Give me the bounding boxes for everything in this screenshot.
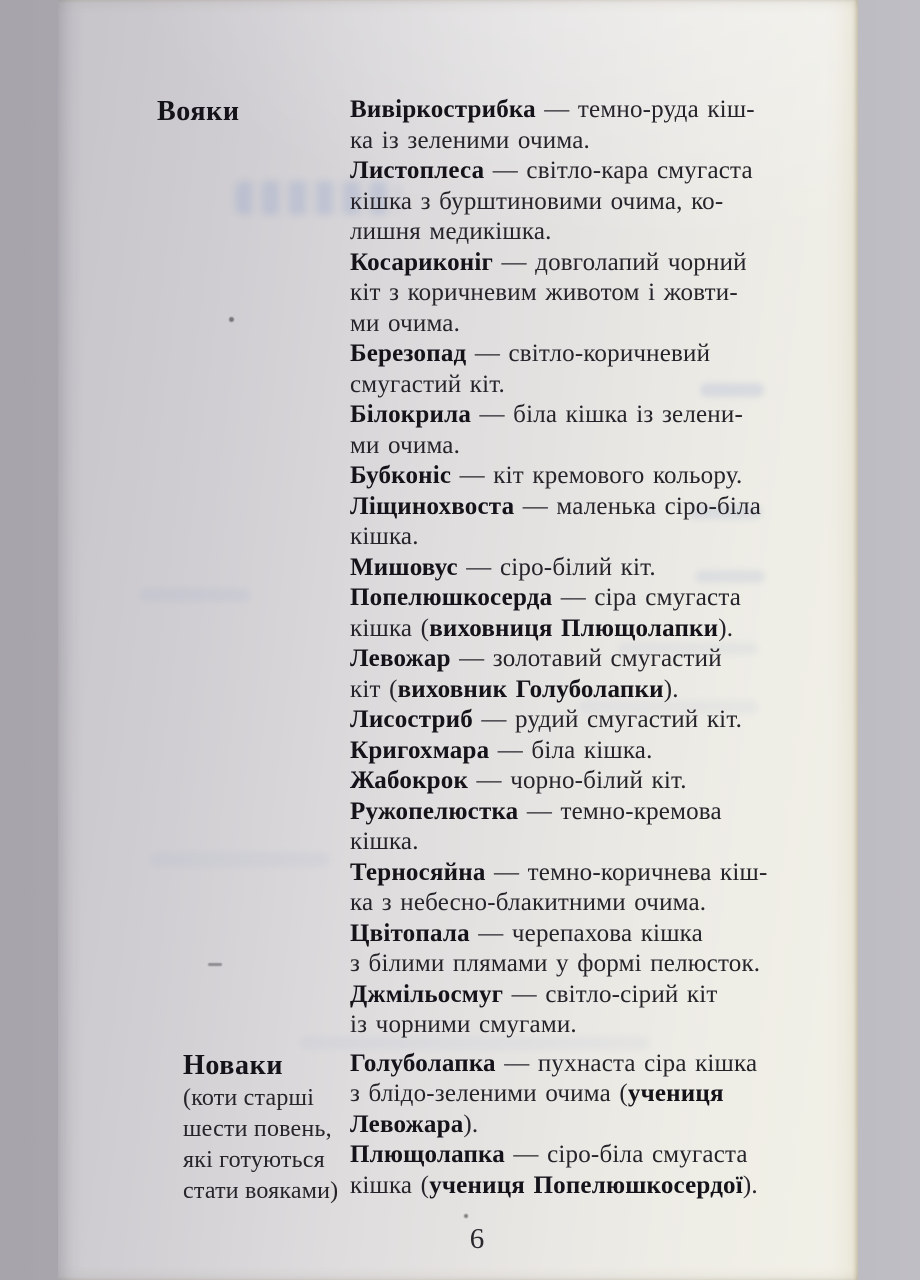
section-heading: Новаки xyxy=(183,1049,284,1081)
entry-line xyxy=(350,156,828,187)
entry-bold-text: Білокрила xyxy=(350,401,472,428)
entry-line xyxy=(350,1140,828,1171)
entry-line xyxy=(350,1079,828,1110)
section-novices-label-column xyxy=(58,1049,350,1207)
entry-bold-text: Кригохмара xyxy=(350,736,490,764)
entry-text: кішка. xyxy=(350,828,419,855)
entry-text: — світло-коричневий xyxy=(466,340,711,367)
section-warriors xyxy=(58,95,858,1041)
entry-text: лишня медикішка. xyxy=(350,218,552,245)
entry-text: — темно-руда кіш- xyxy=(535,96,755,123)
entry-line xyxy=(350,370,828,401)
entry-text: — біла кішка. xyxy=(489,736,653,764)
section-note-line: які готуються xyxy=(183,1146,325,1173)
entry-text: ). xyxy=(663,675,679,703)
entry-text: — світло-кара смугаста xyxy=(484,157,753,184)
entry-text: кішка ( xyxy=(350,1171,430,1199)
cat-entry xyxy=(350,156,828,248)
entry-text: — темно-коричнева кіш- xyxy=(485,858,768,886)
entry-line xyxy=(350,858,828,889)
entry-text: — чорно-білий кіт. xyxy=(468,767,687,794)
section-note-line: (коти старші xyxy=(183,1084,315,1111)
cat-entry xyxy=(350,1049,828,1141)
entry-bold-text: Левожара xyxy=(350,1110,464,1138)
entry-text: кіт ( xyxy=(350,675,398,703)
entry-bold-text: учениця xyxy=(627,1080,724,1107)
entry-bold-text: Вивіркострибка xyxy=(350,96,536,123)
entry-line xyxy=(350,644,828,675)
entry-line xyxy=(350,888,828,919)
cat-entry xyxy=(350,980,828,1041)
entry-text: — пухнаста сіра кішка xyxy=(495,1049,758,1077)
entry-text: кішка з бурштиновими очима, ко- xyxy=(350,187,724,215)
cat-entry xyxy=(350,583,828,644)
entry-line xyxy=(350,797,828,828)
entry-line xyxy=(350,1049,828,1080)
entry-bold-text: Листоплеса xyxy=(350,157,485,184)
section-note-line: шести повень, xyxy=(183,1115,332,1142)
cat-entry xyxy=(350,858,828,919)
entry-bold-text: учениця Попелюшкосердої xyxy=(429,1171,743,1199)
entry-text: ми очима. xyxy=(350,431,461,459)
cat-entry xyxy=(350,95,828,156)
entry-text: ). xyxy=(463,1110,479,1138)
entry-bold-text: Мишовус xyxy=(350,553,458,581)
entry-line xyxy=(350,431,828,462)
entry-text: — біла кішка із зелени- xyxy=(471,401,743,428)
cat-entry xyxy=(350,919,828,980)
entry-line xyxy=(350,614,828,645)
entry-bold-text: Березопад xyxy=(350,340,467,367)
entry-bold-text: Бубконіс xyxy=(350,462,452,489)
cat-entry xyxy=(350,644,828,705)
entry-text: ). xyxy=(742,1171,758,1199)
entry-bold-text: Лисостриб xyxy=(350,706,473,733)
entry-text: — кіт кремового кольору. xyxy=(451,462,743,489)
cat-entry xyxy=(350,553,828,584)
page-number: 6 xyxy=(469,1222,485,1255)
entry-text: смугастий кіт. xyxy=(350,370,505,398)
entry-bold-text: Косариконіг xyxy=(350,248,494,276)
entry-text: — маленька сіро-біла xyxy=(514,492,762,520)
entry-line xyxy=(350,217,828,248)
entry-line xyxy=(350,492,828,523)
entry-bold-text: Джмільосмуг xyxy=(350,980,504,1008)
cat-entry xyxy=(350,797,828,858)
section-novices xyxy=(58,1049,858,1207)
entry-line xyxy=(350,309,828,340)
entry-line xyxy=(350,583,828,614)
entry-text: ка із зеленими очима. xyxy=(350,126,590,154)
entry-text: ). xyxy=(718,614,734,642)
entry-line xyxy=(350,187,828,218)
entry-line xyxy=(350,919,828,950)
entry-line xyxy=(350,339,828,370)
entry-line xyxy=(350,400,828,431)
entry-line xyxy=(350,248,828,279)
entry-text: ка з небесно-блакитними очима. xyxy=(350,889,707,916)
entry-line xyxy=(350,1110,828,1141)
entry-text: — сіро-біла смугаста xyxy=(504,1141,748,1168)
cat-entry xyxy=(350,705,828,736)
entry-bold-text: Цвітопала xyxy=(350,919,470,947)
entry-line xyxy=(350,553,828,584)
entry-text: — світло-сірий кіт xyxy=(503,980,718,1008)
section-warriors-entries xyxy=(350,95,858,1041)
entry-line xyxy=(350,675,828,706)
entry-bold-text: Ружопелюстка xyxy=(350,797,519,825)
entry-line xyxy=(350,1171,828,1202)
page-paper xyxy=(58,0,858,1280)
entry-text: — сіро-білий кіт. xyxy=(457,553,656,581)
entry-line xyxy=(350,522,828,553)
cat-entry xyxy=(350,766,828,797)
cat-entry xyxy=(350,492,828,553)
entry-bold-text: Попелюшкосерда xyxy=(350,584,553,611)
entry-bold-text: Левожар xyxy=(350,645,451,672)
entry-text: — темно-кремова xyxy=(518,797,722,825)
cat-entry xyxy=(350,400,828,461)
entry-line xyxy=(350,766,828,797)
entry-bold-text: Голуболапка xyxy=(350,1049,496,1077)
section-warriors-label-column xyxy=(58,95,350,129)
entry-bold-text: виховниця Плющолапки xyxy=(429,614,719,642)
sections-container xyxy=(58,95,858,1207)
entry-bold-text: виховник Голуболапки xyxy=(397,675,664,703)
entry-bold-text: Ліщинохвоста xyxy=(350,492,515,520)
entry-line xyxy=(350,1010,828,1041)
section-novices-entries xyxy=(350,1049,858,1202)
entry-line xyxy=(350,95,828,126)
cat-entry xyxy=(350,248,828,340)
entry-text: з білими плямами у формі пелюсток. xyxy=(350,950,761,977)
entry-line xyxy=(350,980,828,1011)
entry-text: кіт з коричневим животом і жовти- xyxy=(350,279,738,306)
entry-text: з блідо-зеленими очима ( xyxy=(350,1080,628,1107)
entry-text: — рудий смугастий кіт. xyxy=(472,706,743,733)
entry-bold-text: Плющолапка xyxy=(350,1141,505,1168)
allegiances-list xyxy=(58,0,858,1256)
entry-text: — сіра смугаста xyxy=(552,584,742,611)
entry-bold-text: Терносяйна xyxy=(350,858,486,886)
section-note-line: стати вояками) xyxy=(183,1177,339,1204)
entry-line xyxy=(350,827,828,858)
entry-line xyxy=(350,278,828,309)
cat-entry xyxy=(350,736,828,767)
entry-line xyxy=(350,461,828,492)
section-heading: Вояки xyxy=(157,96,240,127)
entry-text: — черепахова кішка xyxy=(469,919,703,947)
entry-line xyxy=(350,736,828,767)
cat-entry xyxy=(350,1140,828,1201)
entry-text: із чорними смугами. xyxy=(350,1011,577,1038)
entry-text: кішка. xyxy=(350,523,419,550)
entry-text: ми очима. xyxy=(350,309,461,337)
entry-line xyxy=(350,949,828,980)
entry-bold-text: Жабокрок xyxy=(350,767,469,794)
entry-text: кішка ( xyxy=(350,614,430,642)
entry-text: — золотавий смугастий xyxy=(450,645,722,672)
entry-text: — довголапий чорний xyxy=(493,248,747,276)
cat-entry xyxy=(350,461,828,492)
cat-entry xyxy=(350,339,828,400)
entry-line xyxy=(350,126,828,157)
entry-line xyxy=(350,705,828,736)
